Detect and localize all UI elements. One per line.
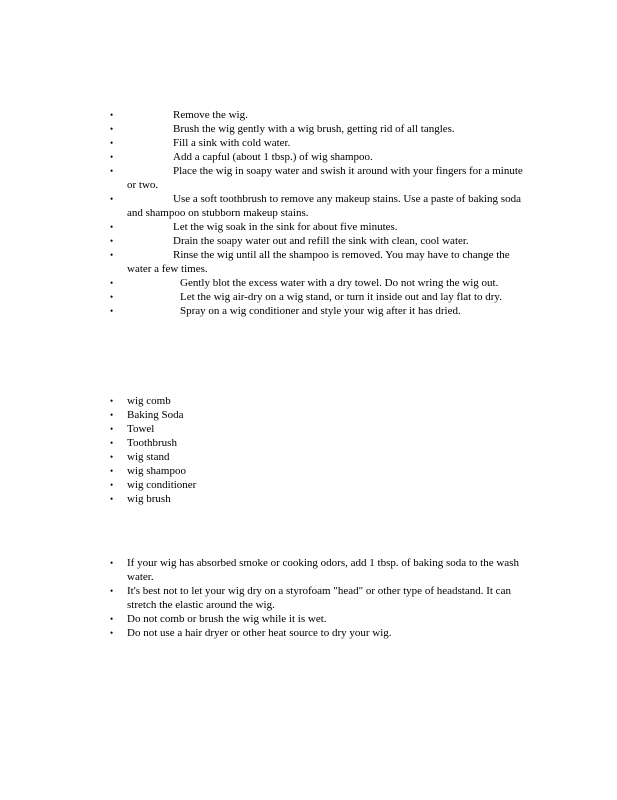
tips-list bbox=[110, 556, 527, 640]
bullet-icon: • bbox=[110, 466, 114, 476]
material-text: wig brush bbox=[127, 493, 171, 505]
list-item bbox=[110, 220, 527, 234]
list-item bbox=[110, 108, 527, 122]
list-item bbox=[110, 626, 527, 640]
step-text: Spray on a wig conditioner and style your wig after it has dried. bbox=[180, 305, 461, 317]
list-item bbox=[110, 464, 427, 478]
list-item bbox=[110, 248, 527, 276]
list-item bbox=[110, 556, 527, 584]
bullet-icon: • bbox=[110, 152, 114, 162]
step-text: Rinse the wig until all the shampoo is removed. You may have to change the water a few times. bbox=[127, 249, 510, 275]
material-text: Towel bbox=[127, 423, 155, 435]
bullet-icon: • bbox=[110, 306, 114, 316]
list-item bbox=[110, 290, 527, 304]
bullet-icon: • bbox=[110, 628, 114, 638]
list-item bbox=[110, 136, 527, 150]
list-item bbox=[110, 304, 527, 318]
list-item bbox=[110, 436, 427, 450]
step-text: Drain the soapy water out and refill the sink with clean, cool water. bbox=[173, 235, 469, 247]
bullet-icon: • bbox=[110, 250, 114, 260]
material-text: Baking Soda bbox=[127, 409, 184, 421]
material-text: Toothbrush bbox=[127, 437, 177, 449]
tip-text: Do not comb or brush the wig while it is wet. bbox=[127, 613, 327, 625]
list-item bbox=[110, 394, 427, 408]
step-text: Let the wig air-dry on a wig stand, or turn it inside out and lay flat to dry. bbox=[180, 291, 502, 303]
bullet-icon: • bbox=[110, 138, 114, 148]
step-text: Let the wig soak in the sink for about five minutes. bbox=[173, 221, 398, 233]
material-text: wig conditioner bbox=[127, 479, 197, 491]
bullet-icon: • bbox=[110, 110, 114, 120]
bullet-icon: • bbox=[110, 452, 114, 462]
list-item bbox=[110, 234, 527, 248]
tip-text: It's best not to let your wig dry on a styrofoam "head" or other type of headstand. It can stretch the elastic around the wig. bbox=[127, 585, 511, 611]
list-item bbox=[110, 492, 427, 506]
bullet-icon: • bbox=[110, 222, 114, 232]
bullet-icon: • bbox=[110, 586, 114, 596]
bullet-icon: • bbox=[110, 410, 114, 420]
list-item bbox=[110, 478, 427, 492]
bullet-icon: • bbox=[110, 480, 114, 490]
bullet-icon: • bbox=[110, 166, 114, 176]
step-text: Brush the wig gently with a wig brush, getting rid of all tangles. bbox=[173, 123, 455, 135]
material-text: wig comb bbox=[127, 395, 171, 407]
bullet-icon: • bbox=[110, 396, 114, 406]
bullet-icon: • bbox=[110, 236, 114, 246]
bullet-icon: • bbox=[110, 438, 114, 448]
step-text: Remove the wig. bbox=[173, 109, 248, 121]
step-text: Place the wig in soapy water and swish it around with your fingers for a minute or two. bbox=[127, 165, 523, 191]
bullet-icon: • bbox=[110, 494, 114, 504]
list-item bbox=[110, 612, 527, 626]
step-text: Use a soft toothbrush to remove any makeup stains. Use a paste of baking soda and shampoo on stubborn makeup stains. bbox=[127, 193, 521, 219]
bullet-icon: • bbox=[110, 278, 114, 288]
list-item bbox=[110, 150, 527, 164]
material-text: wig stand bbox=[127, 451, 170, 463]
bullet-icon: • bbox=[110, 124, 114, 134]
material-text: wig shampoo bbox=[127, 465, 186, 477]
list-item bbox=[110, 408, 427, 422]
bullet-icon: • bbox=[110, 292, 114, 302]
step-text: Gently blot the excess water with a dry towel. Do not wring the wig out. bbox=[180, 277, 499, 289]
list-item bbox=[110, 164, 527, 192]
tip-text: Do not use a hair dryer or other heat source to dry your wig. bbox=[127, 627, 392, 639]
step-text: Add a capful (about 1 tbsp.) of wig shampoo. bbox=[173, 151, 373, 163]
bullet-icon: • bbox=[110, 614, 114, 624]
list-item bbox=[110, 450, 427, 464]
bullet-icon: • bbox=[110, 194, 114, 204]
materials-list bbox=[110, 394, 427, 506]
list-item bbox=[110, 122, 527, 136]
list-item bbox=[110, 422, 427, 436]
bullet-icon: • bbox=[110, 558, 114, 568]
list-item bbox=[110, 584, 527, 612]
instructions-list bbox=[110, 108, 527, 318]
tip-text: If your wig has absorbed smoke or cooking odors, add 1 tbsp. of baking soda to the wash water. bbox=[127, 557, 519, 583]
list-item bbox=[110, 192, 527, 220]
list-item bbox=[110, 276, 527, 290]
step-text: Fill a sink with cold water. bbox=[173, 137, 291, 149]
bullet-icon: • bbox=[110, 424, 114, 434]
